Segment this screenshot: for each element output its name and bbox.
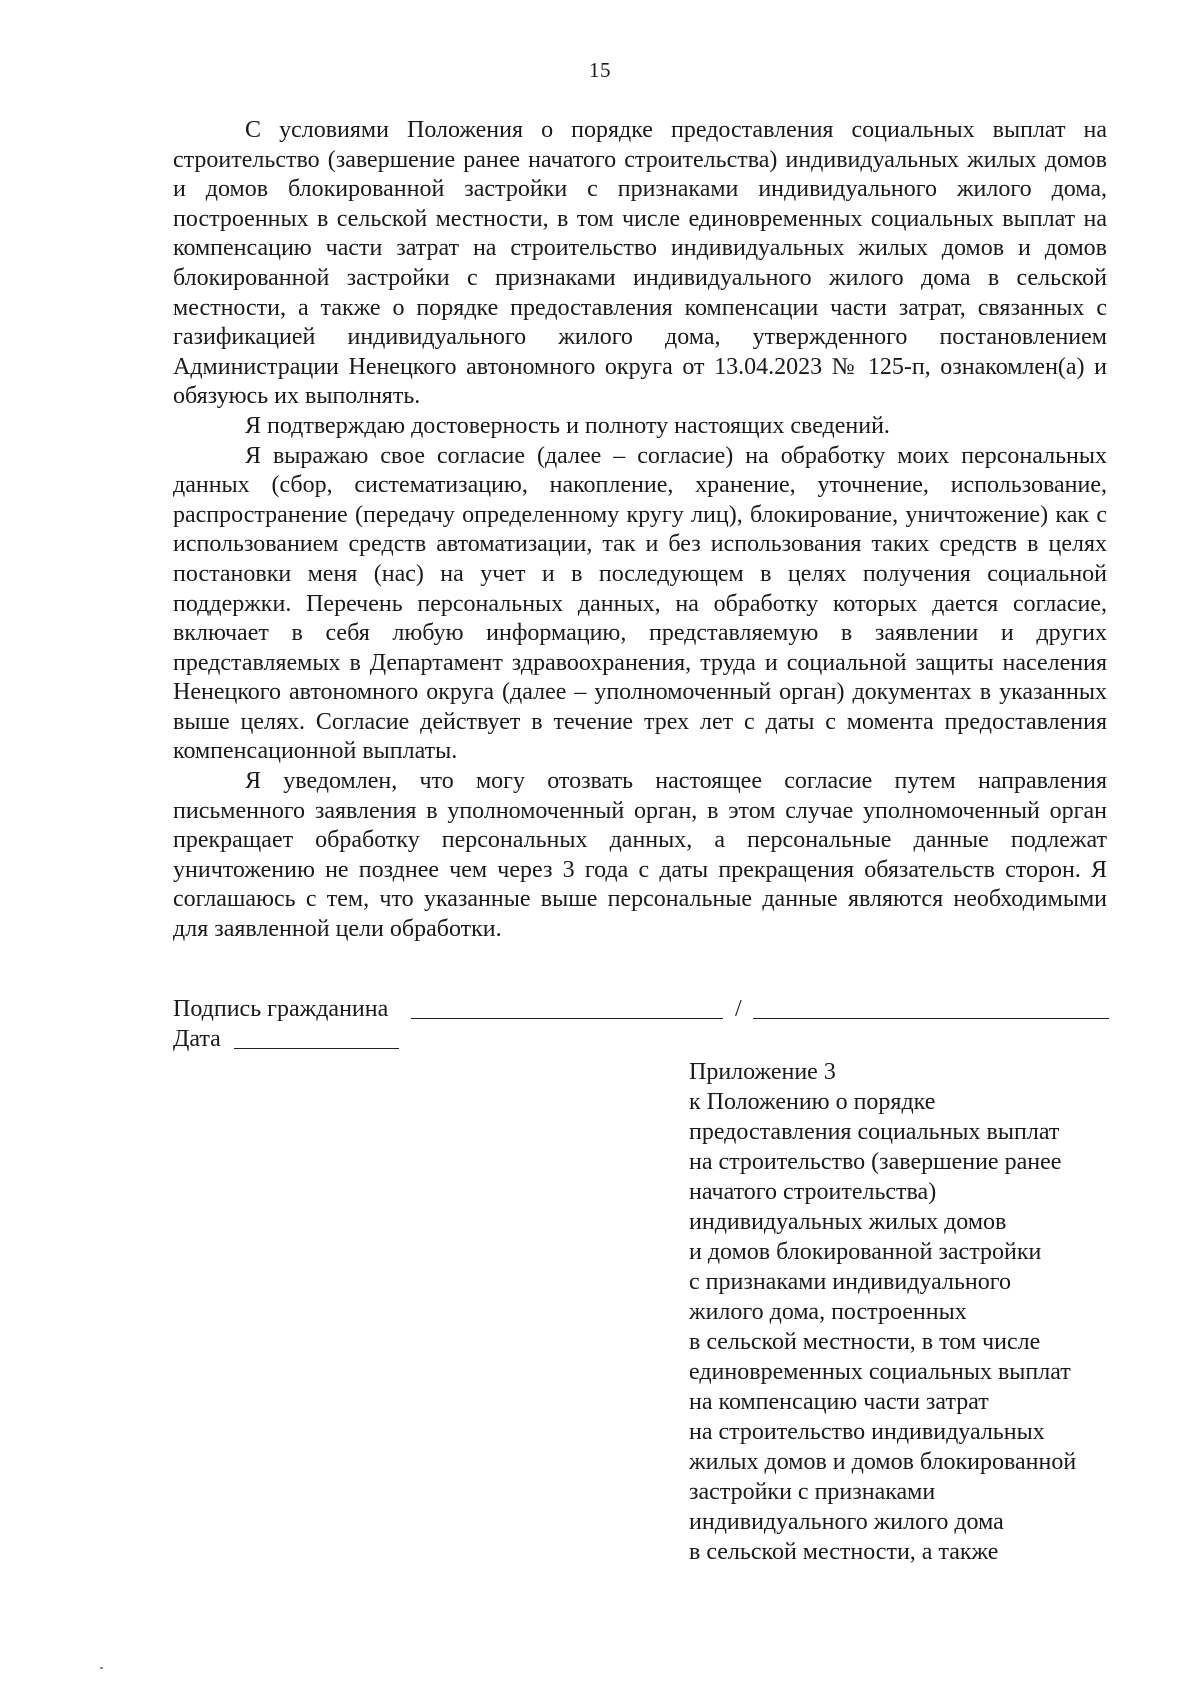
appendix-line: на строительство (завершение ранее — [689, 1149, 1062, 1175]
signature-line — [411, 1018, 723, 1019]
appendix-line: в сельской местности, в том числе — [689, 1329, 1041, 1355]
appendix-line: жилого дома, построенных — [689, 1299, 967, 1325]
appendix-line: начатого строительства) — [689, 1179, 937, 1205]
appendix-line: индивидуального жилого дома — [689, 1509, 1004, 1535]
appendix-line: с признаками индивидуального — [689, 1269, 1011, 1295]
appendix-line: Приложение 3 — [689, 1059, 836, 1085]
appendix-line: в сельской местности, а также — [689, 1539, 999, 1565]
page-number: 15 — [589, 58, 611, 82]
date-label: Дата — [173, 1026, 221, 1052]
appendix-line: жилых домов и домов блокированной — [689, 1449, 1077, 1475]
appendix-line: единовременных социальных выплат — [689, 1359, 1071, 1385]
appendix-line: на строительство индивидуальных — [689, 1419, 1045, 1445]
appendix-line: к Положению о порядке — [689, 1089, 936, 1115]
signature-name-line — [753, 1018, 1109, 1019]
body-text — [173, 116, 1107, 945]
appendix-line: застройки с признаками — [689, 1479, 936, 1505]
appendix-line: индивидуальных жилых домов — [689, 1209, 1007, 1235]
signature-label: Подпись гражданина — [173, 996, 389, 1022]
paragraph-confirmation: Я подтверждаю достоверность и полноту настоящих сведений. — [245, 412, 890, 439]
paragraph-regulation-acknowledgement: С условиями Положения о порядке предоставления социальных выплат на строительство (завершение ранее начатого строительства) индивидуальных жилых домов и домов блокированной застройки с признаками индивидуального жилого дома, построенных в сельской местности, в том числе единовременных социальных выплат на компенсацию части затрат на строительство индивидуальных жилых домов и домов блокированной застройки с признаками индивидуального жилого дома в сельской местности, а также о порядке предоставления компенсации части затрат, связанных с газификацией индивидуального жилого дома, утвержденного постановлением Администрации Ненецкого автономного округа от 13.04.2023 № 125-п, ознакомлен(а) и обязуюсь их выполнять. — [173, 117, 1107, 410]
appendix-line: предоставления социальных выплат — [689, 1119, 1060, 1145]
scan-speck — [100, 1667, 103, 1669]
signature-row — [173, 994, 1107, 1024]
paragraph-personal-data-consent: Я выражаю свое согласие (далее – согласие) на обработку моих персональных данных (сбор, систематизацию, накопление, хранение, уточнение, использование, распространение (передачу определенному кругу лиц), блокирование, уничтожение) как с использованием средств автоматизации, так и без использования таких средств в целях постановки меня (нас) на учет и в последующем в целях получения социальной поддержки. Перечень персональных данных, на обработку которых дается согласие, включает в себя любую информацию, представляемую в заявлении и других представляемых в Департамент здравоохранения, труда и социальной защиты населения Ненецкого автономного округа (далее – уполномоченный орган) документах в указанных выше целях. Согласие действует в течение трех лет с даты с момента предоставления компенсационной выплаты. — [173, 442, 1107, 765]
paragraph-consent-revocation: Я уведомлен, что могу отозвать настоящее согласие путем направления письменного заявления в уполномоченный орган, в этом случае уполномоченный орган прекращает обработку персональных данных, а персональные данные подлежат уничтожению не позднее чем через 3 года с даты прекращения обязательств сторон. Я соглашаюсь с тем, что указанные выше персональные данные являются необходимыми для заявленной цели обработки. — [173, 768, 1107, 943]
date-line — [234, 1048, 399, 1049]
signature-separator: / — [735, 996, 742, 1022]
appendix-heading — [689, 1057, 1109, 1567]
appendix-line: на компенсацию части затрат — [689, 1389, 989, 1415]
appendix-line: и домов блокированной застройки — [689, 1239, 1042, 1265]
